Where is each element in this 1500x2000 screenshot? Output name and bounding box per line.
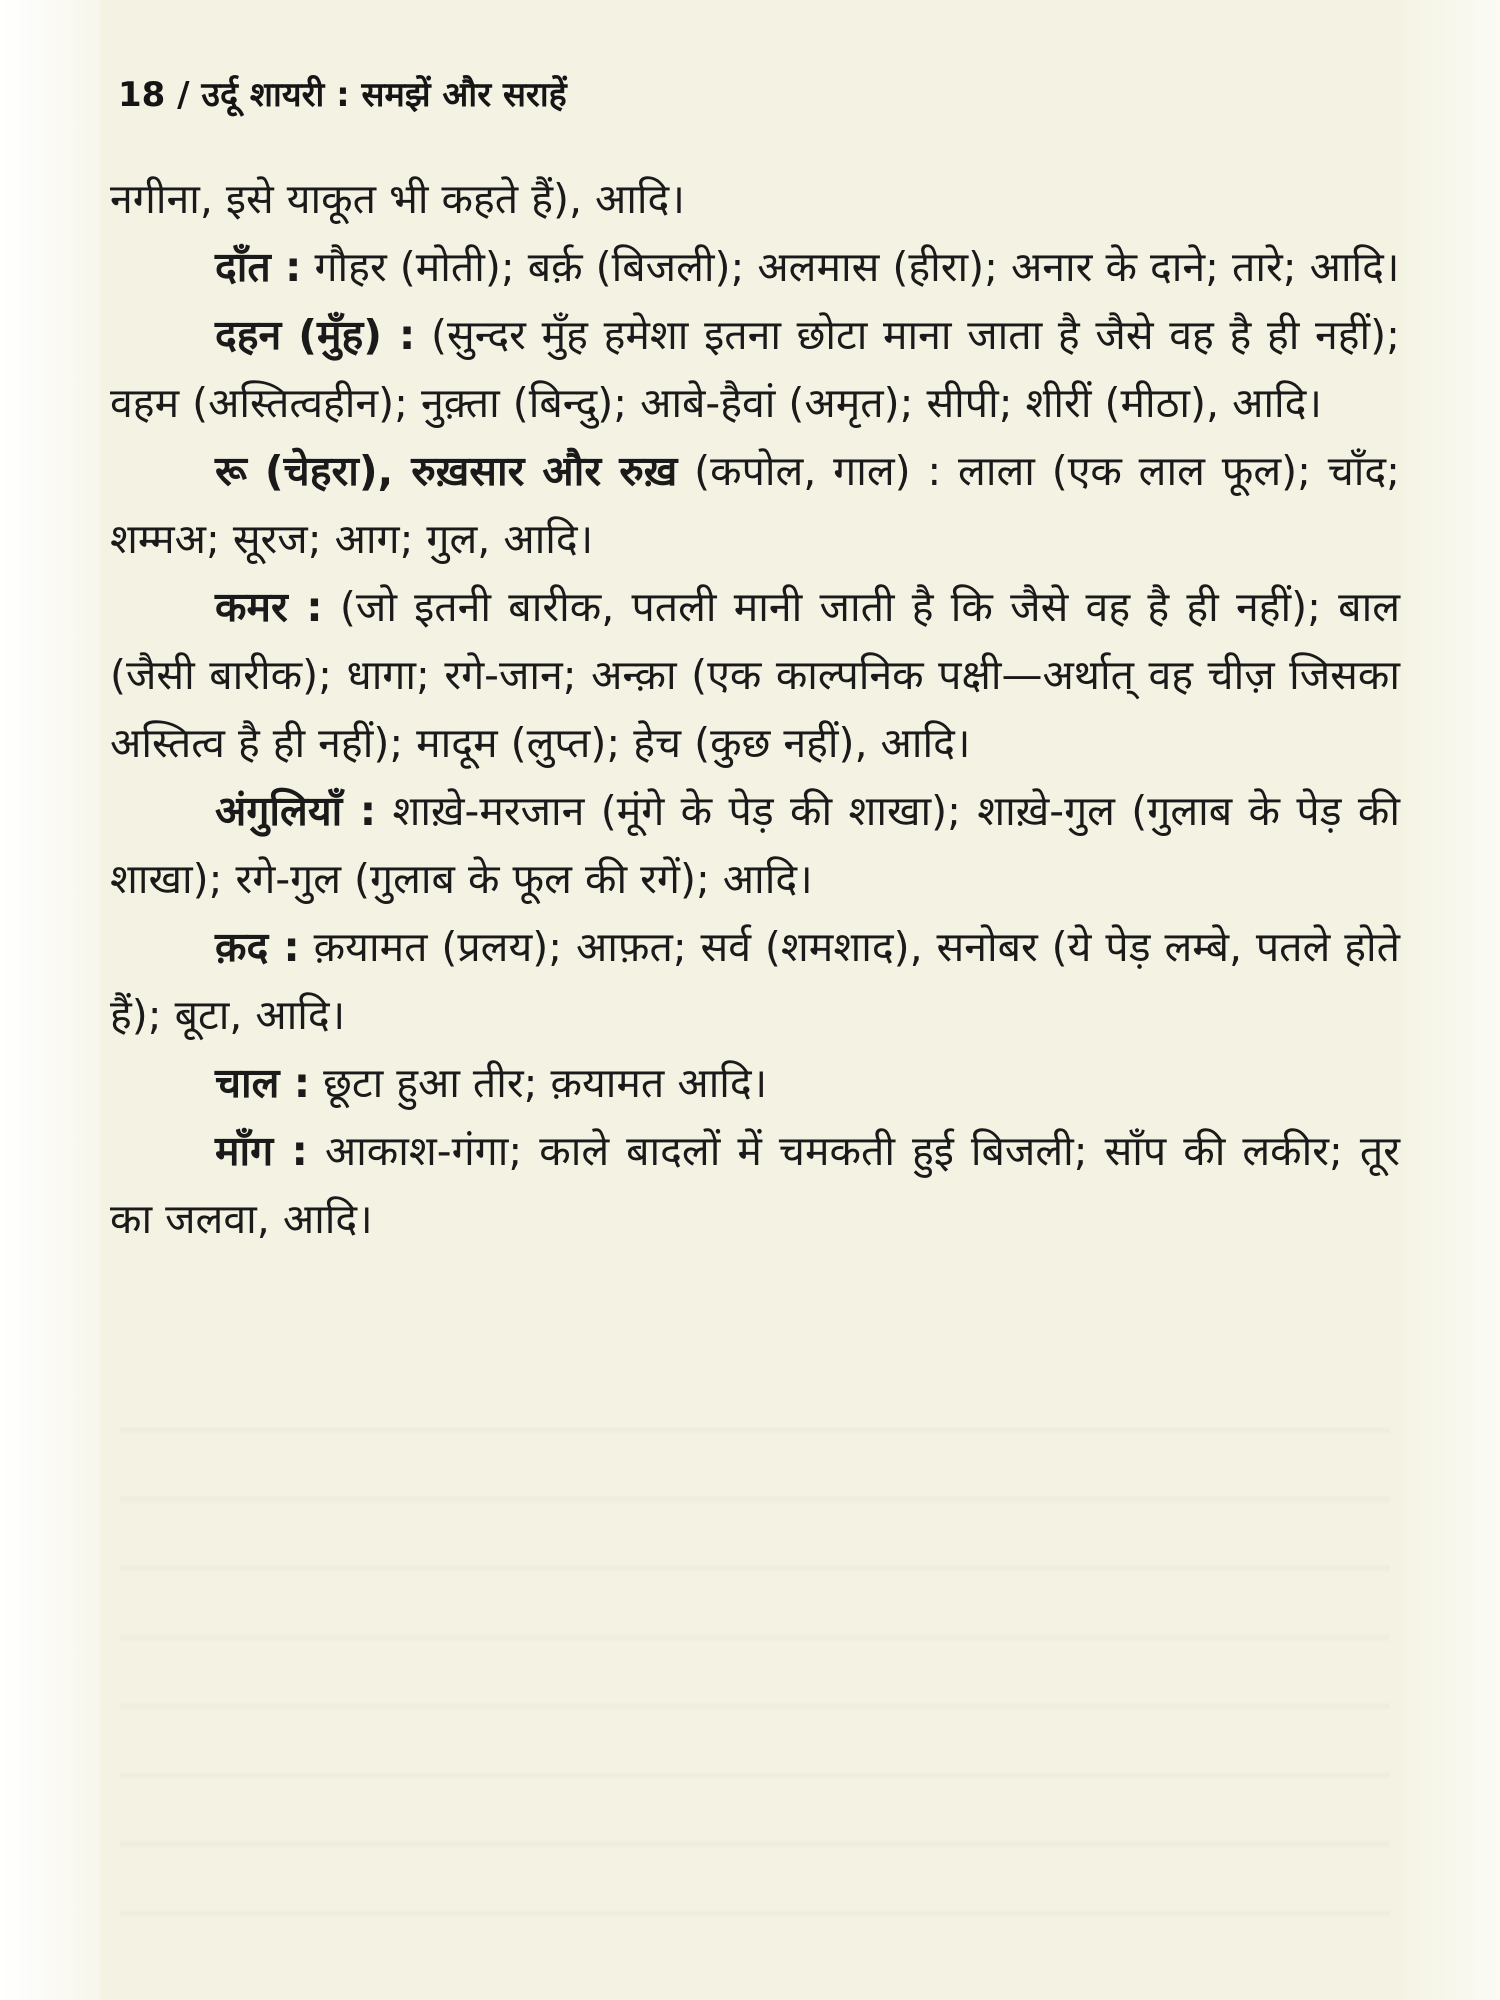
paragraph-anguliyan <box>110 777 1400 913</box>
paragraph-kamar <box>110 573 1400 777</box>
paragraph-dahan <box>110 301 1400 437</box>
term-heading: रू (चेहरा), रुख़सार और रुख़ <box>215 447 678 495</box>
running-header: 18 / उर्दू शायरी : समझें और सराहें <box>118 75 567 115</box>
paragraph-text: आकाश-गंगा; काले बादलों में चमकती हुई बिजली; साँप की लकीर; तूर का जलवा, आदि। <box>110 1127 1400 1243</box>
term-heading: दाँत : <box>215 243 302 291</box>
term-heading: क़द : <box>215 923 300 971</box>
paragraph-daant <box>110 233 1400 301</box>
term-heading: अंगुलियाँ : <box>215 787 377 835</box>
scan-margin <box>0 0 100 2000</box>
paragraph-text: गौहर (मोती); बर्क़ (बिजली); अलमास (हीरा); अनार के दाने; तारे; आदि। <box>301 243 1400 291</box>
paragraph-maang <box>110 1117 1400 1253</box>
paragraph-text: (सुन्दर मुँह हमेशा इतना छोटा माना जाता है जैसे वह है ही नहीं); वहम (अस्तित्वहीन); नुक़्ता (बिन्दु); आबे-हैवां (अमृत); सीपी; शीरीं (मीठा), आदि। <box>110 311 1400 427</box>
term-heading: कमर : <box>215 583 323 631</box>
paragraph-roo <box>110 437 1400 573</box>
paragraph-text: क़यामत (प्रलय); आफ़त; सर्व (शमशाद), सनोबर (ये पेड़ लम्बे, पतले होते हैं); बूटा, आदि। <box>110 923 1401 1039</box>
paragraph-qad <box>110 913 1400 1049</box>
term-heading: चाल : <box>215 1059 311 1107</box>
paragraph-text: नगीना, इसे याकूत भी कहते हैं), आदि। <box>110 175 685 223</box>
body-text <box>110 165 1400 1253</box>
paragraph-text: छूटा हुआ तीर; क़यामत आदि। <box>310 1059 768 1107</box>
paragraph-continuation <box>110 165 1400 233</box>
term-heading: दहन (मुँह) : <box>215 311 416 359</box>
paragraph-text: शाख़े-मरजान (मूंगे के पेड़ की शाखा); शाख़े-गुल (गुलाब के पेड़ की शाखा); रगे-गुल (गुलाब के फूल की रगें); आदि। <box>110 787 1400 903</box>
term-heading: माँग : <box>215 1127 308 1175</box>
paragraph-text: (जो इतनी बारीक, पतली मानी जाती है कि जैसे वह है ही नहीं); बाल (जैसी बारीक); धागा; रगे-जान; अन्क़ा (एक काल्पनिक पक्षी—अर्थात् वह चीज़ जिसका अस्तित्व है ही नहीं); मादूम (लुप्त); हेच (कुछ नहीं), आदि। <box>110 583 1400 767</box>
show-through-texture <box>120 1380 1390 1970</box>
paragraph-chaal <box>110 1049 1400 1117</box>
paragraph-text: (कपोल, गाल) : लाला (एक लाल फूल); चाँद; शम्मअ; सूरज; आग; गुल, आदि। <box>110 447 1400 563</box>
